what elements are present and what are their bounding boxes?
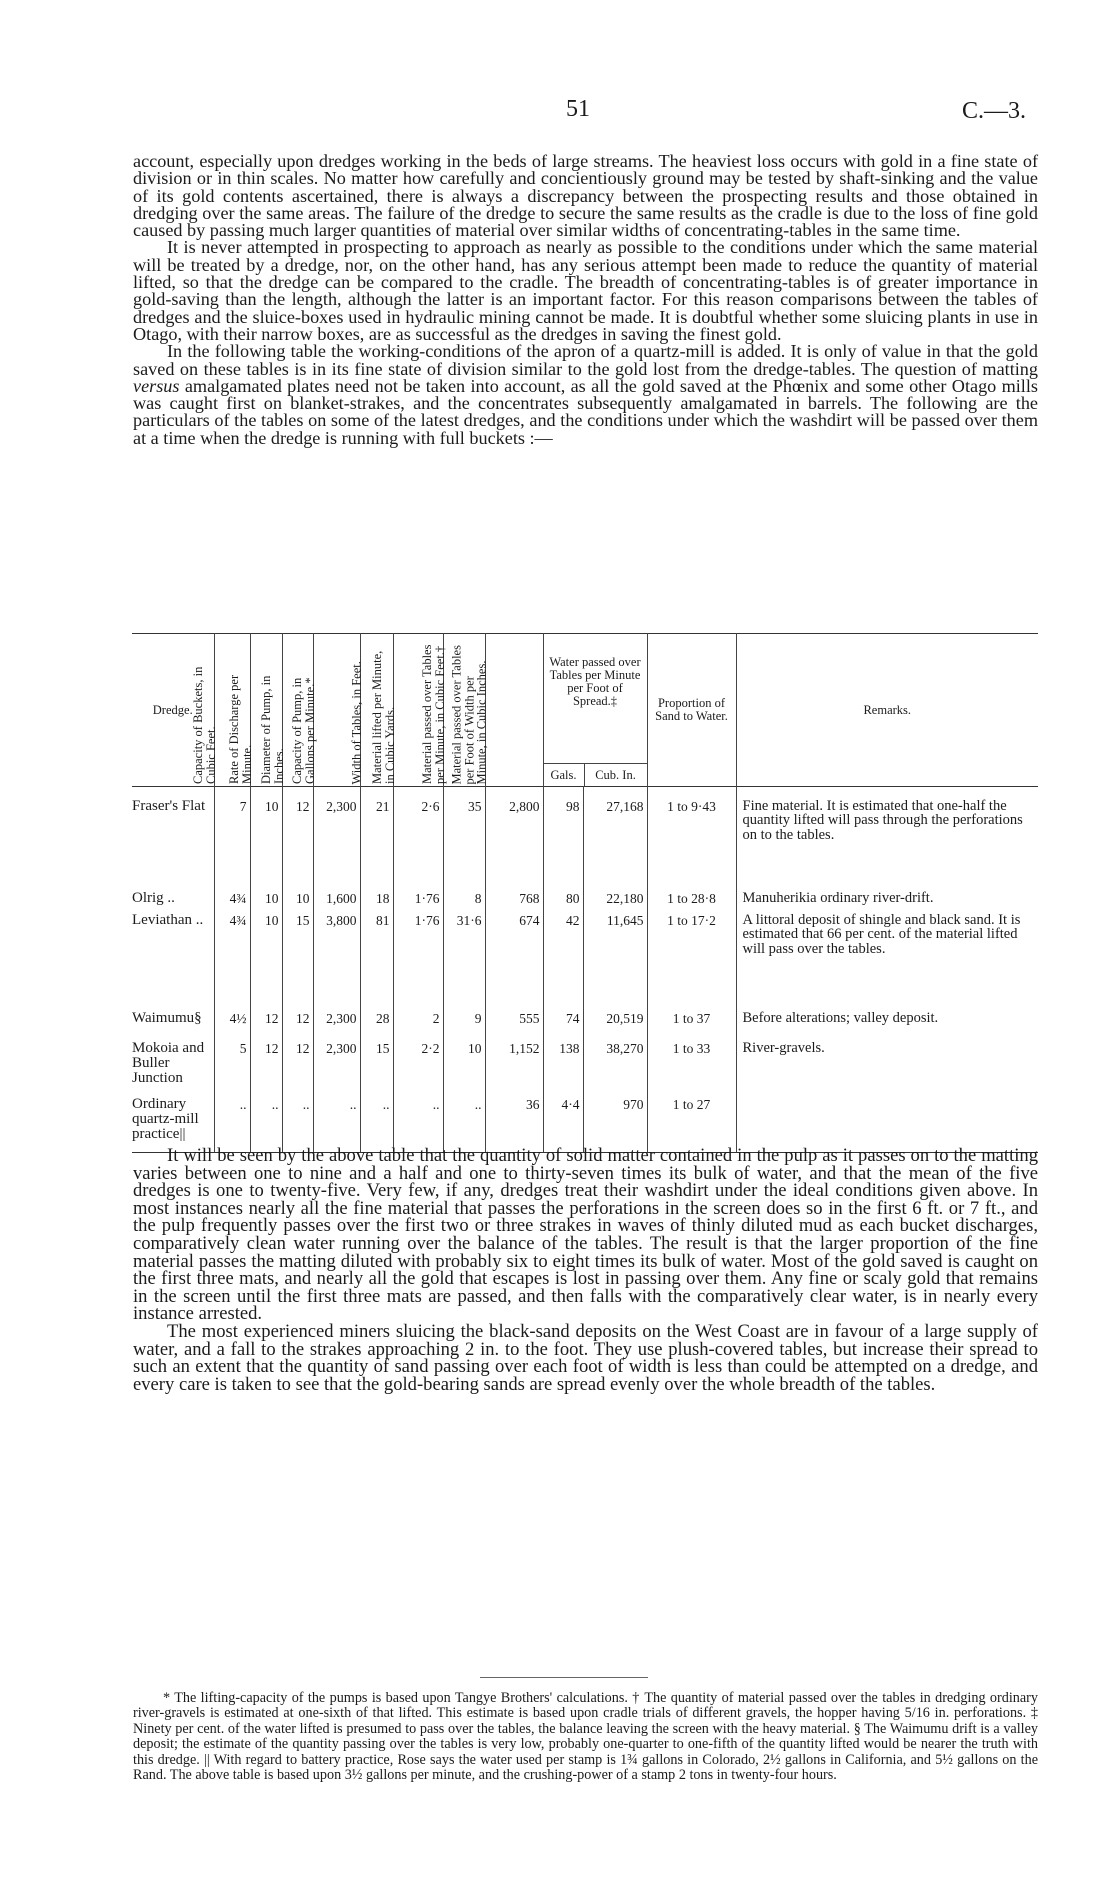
paragraph-1: account, especially upon dredges working in the beds of large streams. The heaviest loss occurs with gold in a fine state of division or in thin scales. No matter how carefully and concientiously ground may be tested by shaft-sinking and the value of its gold contents ascertained, there is always a discrepancy between the prospecting results and those obtained in dredging over the same areas. The failure of the dredge to secure the same results as the cradle is due to the loss of fine gold caused by passing much larger quantities of material over similar widths of concentrating-tables in the same time. xyxy=(133,151,1038,241)
header-water-passed xyxy=(543,634,647,787)
cell-proportion: 1 to 17·2 xyxy=(647,913,736,1011)
header-material-per-foot-label: Material passed over Tables per Foot of Width per Minute, in Cubic Inches. xyxy=(449,644,488,784)
cell-capacity: .. xyxy=(214,1097,250,1153)
cell-passed: 35 xyxy=(443,799,485,891)
cell-capacity: 4½ xyxy=(214,1011,250,1041)
body-text-bottom xyxy=(133,1147,1038,1393)
cell-remarks: River-gravels. xyxy=(736,1041,1038,1097)
cell-cub-in: 38,270 xyxy=(583,1041,647,1097)
cell-per-foot: 555 xyxy=(485,1011,543,1041)
page-header xyxy=(0,96,1114,126)
table-row xyxy=(132,1011,1038,1041)
cell-cub-in: 20,519 xyxy=(583,1011,647,1041)
cell-per-foot: 1,152 xyxy=(485,1041,543,1097)
paragraph-3 xyxy=(133,343,1038,447)
cell-proportion: 1 to 9·43 xyxy=(647,799,736,891)
table-row xyxy=(132,799,1038,891)
cell-dredge: Olrig .. xyxy=(132,889,175,906)
cell-capacity: 4¾ xyxy=(214,891,250,913)
paragraph-3-part-b: amalgamated plates need not be taken into account, as all the gold saved at the Phœnix and some other Otago mills was caught first on blanket-strakes, and the concentrates subsequently amalgamated in barrels. The following are the particulars of the tables on some of the latest dredges, and the conditions under which the washdirt will be passed over them at a time when the dredge is running with full buckets :— xyxy=(133,375,1038,448)
cell-per-foot: 2,800 xyxy=(485,799,543,891)
cell-dredge: Leviathan .. xyxy=(132,911,204,928)
cell-gals: 80 xyxy=(543,891,583,913)
cell-lifted: 2·6 xyxy=(393,799,443,891)
header-proportion-label: Proportion of Sand to Water. xyxy=(655,696,728,723)
header-material-per-foot xyxy=(449,634,543,787)
table-header xyxy=(132,634,1038,787)
cell-remarks: A littoral deposit of shingle and black sand. It is estimated that 66 per cent. of the material lifted will pass over the tables. xyxy=(736,913,1038,1011)
cell-diameter: 15 xyxy=(282,913,313,1011)
cell-lifted: 1·76 xyxy=(393,913,443,1011)
document-code: C.—3. xyxy=(961,98,1026,124)
cell-cub-in: 27,168 xyxy=(583,799,647,891)
cell-passed: 10 xyxy=(443,1041,485,1097)
cell-gals: 98 xyxy=(543,799,583,891)
cell-width: 81 xyxy=(360,913,393,1011)
cell-gals: 42 xyxy=(543,913,583,1011)
table-row xyxy=(132,1041,1038,1097)
cell-width: 28 xyxy=(360,1011,393,1041)
cell-capacity: 4¾ xyxy=(214,913,250,1011)
cell-cub-in: 970 xyxy=(583,1097,647,1153)
header-cub-in: Cub. In. xyxy=(584,764,647,786)
cell-passed: .. xyxy=(443,1097,485,1153)
cell-rate: 10 xyxy=(250,913,282,1011)
cell-width: 21 xyxy=(360,799,393,891)
cell-pump: 2,300 xyxy=(313,1011,360,1041)
cell-cub-in: 22,180 xyxy=(583,891,647,913)
cell-pump: 2,300 xyxy=(313,1041,360,1097)
cell-dredge: Ordinary quartz-mill practice|| xyxy=(132,1097,214,1153)
cell-proportion: 1 to 28·8 xyxy=(647,891,736,913)
paragraph-5: The most experienced miners sluicing the black-sand deposits on the West Coast are in favour of a large supply of water, and a fall to the strakes approaching 2 in. to the foot. They use plush-covered tables, but increase their spread to such an extent that the quantity of sand passing over each foot of width is less than could be attempted on a dredge, and every care is taken to see that the gold-bearing sands are spread evenly over the whole breadth of the tables. xyxy=(133,1320,1038,1395)
cell-per-foot: 768 xyxy=(485,891,543,913)
cell-passed: 8 xyxy=(443,891,485,913)
cell-lifted: 2·2 xyxy=(393,1041,443,1097)
footnotes xyxy=(133,1691,1038,1783)
dredge-table xyxy=(132,633,1038,1153)
paragraph-4: It will be seen by the above table that the quantity of solid matter contained in the pulp as it passes on to the matting varies between one to nine and a half and one to thirty-seven times its bulk of water, and that the mean of the five dredges is one to twenty-five. Very few, if any, dredges treat their washdirt under the ideal conditions given above. In most instances nearly all the fine material that passes the perforations in the screen does so in the first 6 ft. or 7 ft., and the pulp frequently passes over the first two or three strakes in waves of thinly diluted mud as each bucket discharges, comparatively clean water running over the balance of the tables. The result is that the larger proportion of the fine material passes the matting diluted with probably six to eight times its bulk of water. Most of the gold saved is caught on the first three mats, and nearly all the gold that escapes is lost in passing over them. Any fine or scaly gold that remains in the screen until the first three mats are passed, and then falls with the comparatively clear water, is in nearly every instance arrested. xyxy=(133,1145,1038,1325)
cell-per-foot: 36 xyxy=(485,1097,543,1153)
table-body xyxy=(132,787,1038,1153)
footnote-divider xyxy=(480,1677,648,1678)
cell-diameter: 10 xyxy=(282,891,313,913)
cell-pump: 3,800 xyxy=(313,913,360,1011)
cell-dredge: Waimumu§ xyxy=(132,1009,202,1026)
table-row xyxy=(132,913,1038,1011)
cell-rate: 10 xyxy=(250,891,282,913)
cell-width: 18 xyxy=(360,891,393,913)
cell-pump: .. xyxy=(313,1097,360,1153)
cell-rate: 12 xyxy=(250,1041,282,1097)
cell-proportion: 1 to 37 xyxy=(647,1011,736,1041)
cell-diameter: 12 xyxy=(282,799,313,891)
cell-dredge: Fraser's Flat xyxy=(132,797,206,814)
cell-capacity: 5 xyxy=(214,1041,250,1097)
cell-rate: 12 xyxy=(250,1011,282,1041)
cell-diameter: 12 xyxy=(282,1011,313,1041)
header-rate-discharge-label: Rate of Discharge per Minute. xyxy=(226,674,253,784)
cell-rate: .. xyxy=(250,1097,282,1153)
cell-proportion: 1 to 27 xyxy=(647,1097,736,1153)
header-width-tables-label: Width of Tables, in Feet. xyxy=(349,660,363,784)
paragraph-2: It is never attempted in prospecting to approach as nearly as possible to the conditions under which the same material will be treated by a dredge, nor, on the other hand, has any serious attempt been made to reduce the quantity of material lifted, so that the dredge can be compared to the cradle. The breadth of concentrating-tables is of greater importance in gold-saving than the length, although the latter is an important factor. For this reason comparisons between the tables of dredges and the sluice-boxes used in hydraulic mining cannot be made. It is doubtful whether some sluicing plants in use in Otago, with their narrow boxes, are as successful as the dredges in saving the finest gold. xyxy=(133,237,1038,344)
cell-lifted: 1·76 xyxy=(393,891,443,913)
cell-diameter: .. xyxy=(282,1097,313,1153)
cell-lifted: 2 xyxy=(393,1011,443,1041)
paragraph-3-italic: versus xyxy=(133,375,180,396)
header-material-lifted-label: Material lifted per Minute, in Cubic Yards. xyxy=(369,650,396,784)
cell-cub-in: 11,645 xyxy=(583,913,647,1011)
cell-width: .. xyxy=(360,1097,393,1153)
header-water-passed-label: Water passed over Tables per Minute per Foot of Spread.‡ xyxy=(549,655,641,708)
cell-pump: 2,300 xyxy=(313,799,360,891)
header-diameter-pump-label: Diameter of Pump, in Inches. xyxy=(258,675,285,784)
cell-gals: 138 xyxy=(543,1041,583,1097)
cell-rate: 10 xyxy=(250,799,282,891)
cell-capacity: 7 xyxy=(214,799,250,891)
footnote-text: * The lifting-capacity of the pumps is based upon Tangye Brothers' calculations. † The quantity of material passed over the tables in dredging ordinary river-gravels is estimated at one-sixth of that lifted. This estimate is based upon cradle trials of different gravels, the hopper having 5/16 in. perforations. ‡ Ninety per cent. of the water lifted is presumed to pass over the tables, the balance leaving the screen with the heavy material. § The Waimumu drift is a valley deposit; the estimate of the quantity passing over the tables is very low, probably one-quarter to one-fifth of the quantity lifted would be nearer the truth with this dredge. || With regard to battery practice, Rose says the water used per stamp is 1¾ gallons in Colorado, 2½ gallons in California, and 5½ gallons on the Rand. The above table is based upon 3½ gallons per minute, and the crushing-power of a stamp 2 tons in twenty-four hours. xyxy=(133,1690,1038,1784)
cell-pump: 1,600 xyxy=(313,891,360,913)
header-water-subcolumns xyxy=(544,763,647,786)
cell-width: 15 xyxy=(360,1041,393,1097)
header-remarks xyxy=(736,634,1038,787)
header-capacity-buckets-label: Capacity of Buckets, in Cubic Feet. xyxy=(190,666,217,784)
table-row xyxy=(132,891,1038,913)
header-proportion xyxy=(647,634,736,787)
cell-diameter: 12 xyxy=(282,1041,313,1097)
header-gals: Gals. xyxy=(550,768,577,782)
paragraph-3-part-a: In the following table the working-conditions of the apron of a quartz-mill is added. It is only of value in that the gold saved on these tables is in its fine state of division similar to the gold lost from the dredge-tables. The question of matting xyxy=(133,341,1038,379)
cell-gals: 4·4 xyxy=(543,1097,583,1153)
cell-per-foot: 674 xyxy=(485,913,543,1011)
cell-remarks: Manuherikia ordinary river-drift. xyxy=(736,891,1038,913)
header-dredge-label: Dredge. xyxy=(152,702,193,717)
cell-dredge: Mokoia and Buller Junction xyxy=(132,1039,205,1086)
cell-passed: 9 xyxy=(443,1011,485,1041)
cell-remarks: Fine material. It is estimated that one-half the quantity lifted will pass through the perforations on to the tables. xyxy=(736,799,1038,891)
cell-remarks: Before alterations; valley deposit. xyxy=(736,1011,1038,1041)
header-capacity-pump-label: Capacity of Pump, in Gallons per Minute.* xyxy=(289,677,316,784)
cell-passed: 31·6 xyxy=(443,913,485,1011)
page-number: 51 xyxy=(566,96,590,122)
cell-proportion: 1 to 33 xyxy=(647,1041,736,1097)
header-remarks-label: Remarks. xyxy=(863,702,912,717)
cell-gals: 74 xyxy=(543,1011,583,1041)
body-text-top xyxy=(133,153,1038,447)
header-material-passed-label: Material passed over Tables per Minute, in Cubic Feet.† xyxy=(419,644,446,784)
cell-lifted: .. xyxy=(393,1097,443,1153)
